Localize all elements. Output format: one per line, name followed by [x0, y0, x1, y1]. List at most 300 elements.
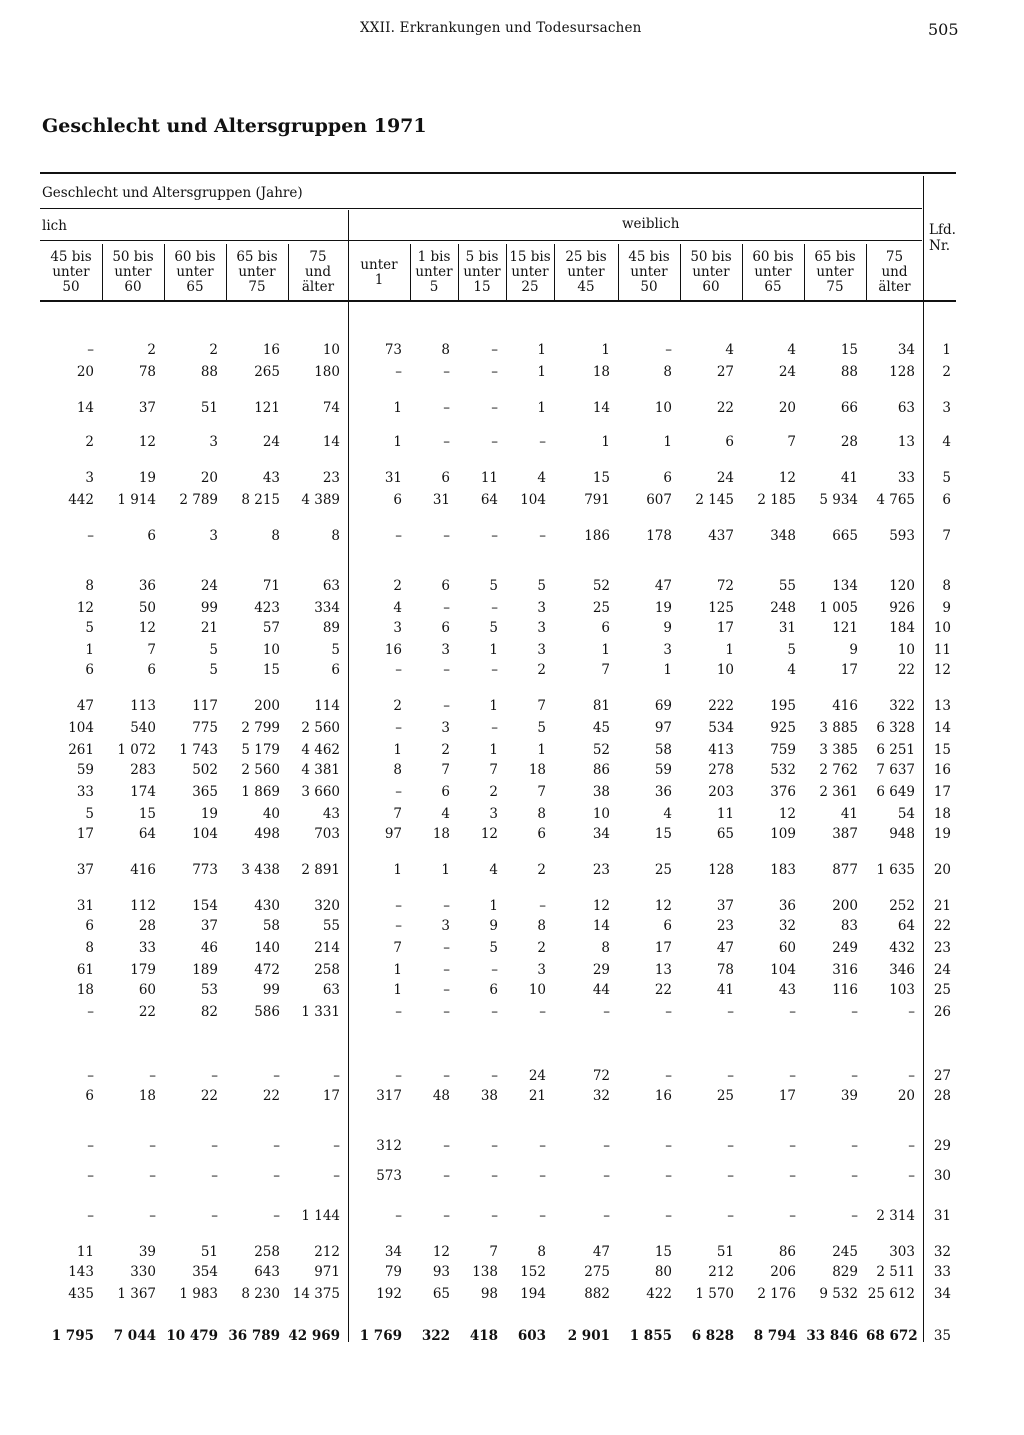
table-cell: –	[727, 1004, 734, 1020]
table-cell: 4	[537, 470, 546, 486]
table-cell: 125	[708, 600, 734, 616]
table-cell: 1 331	[301, 1004, 340, 1020]
table-cell: –	[727, 1168, 734, 1184]
table-cell: 926	[889, 600, 915, 616]
table-cell: 6	[489, 982, 498, 998]
table-cell: 37	[716, 898, 734, 914]
table-cell: 186	[584, 528, 610, 544]
table-cell: 1 983	[179, 1286, 218, 1302]
table-cell: 6	[85, 1088, 94, 1104]
table-cell: 99	[262, 982, 280, 998]
table-cell: 20	[778, 400, 796, 416]
table-cell: 1 743	[179, 742, 218, 758]
table-cell: 63	[322, 982, 340, 998]
table-cell: 8	[331, 528, 340, 544]
table-cell: 7	[787, 434, 796, 450]
table-cell: 8	[393, 762, 402, 778]
table-cell: –	[851, 1004, 858, 1020]
table-cell: 2 361	[819, 784, 858, 800]
table-cell: 22	[654, 982, 672, 998]
table-cell: 9	[663, 620, 672, 636]
table-cell: 143	[68, 1264, 94, 1280]
lfd-column-rule	[923, 176, 924, 1342]
table-cell: 104	[68, 720, 94, 736]
table-cell: 20	[897, 1088, 915, 1104]
table-cell: 99	[200, 600, 218, 616]
table-cell: 1 795	[51, 1328, 94, 1344]
column-header-line: älter	[301, 279, 335, 295]
table-cell: 121	[254, 400, 280, 416]
column-header	[102, 250, 164, 295]
table-cell: 603	[517, 1328, 546, 1344]
table-cell: 104	[192, 826, 218, 842]
column-header-line: 50 bis	[690, 249, 732, 265]
table-cell: 1	[85, 642, 94, 658]
table-cell: 40	[262, 806, 280, 822]
table-cell: 22	[262, 1088, 280, 1104]
table-cell: –	[539, 1168, 546, 1184]
table-cell: –	[539, 1138, 546, 1154]
column-header-line: unter	[463, 264, 501, 280]
table-cell: 1	[601, 434, 610, 450]
row-number: 28	[933, 1088, 951, 1104]
table-cell: 2 891	[301, 862, 340, 878]
table-cell: 252	[889, 898, 915, 914]
table-cell: 703	[314, 826, 340, 842]
table-cell: 140	[254, 940, 280, 956]
table-cell: –	[211, 1208, 218, 1224]
table-cell: 25	[654, 862, 672, 878]
table-cell: 877	[832, 862, 858, 878]
table-cell: 86	[592, 762, 610, 778]
table-cell: –	[273, 1208, 280, 1224]
table-cell: 74	[322, 400, 340, 416]
table-cell: 22	[200, 1088, 218, 1104]
column-header	[680, 250, 742, 295]
table-cell: 11	[480, 470, 498, 486]
column-header-line: unter	[630, 264, 668, 280]
table-cell: 138	[472, 1264, 498, 1280]
table-cell: –	[665, 342, 672, 358]
table-cell: 38	[480, 1088, 498, 1104]
column-header-line: unter	[567, 264, 605, 280]
table-cell: 2 789	[179, 492, 218, 508]
table-cell: 5	[209, 642, 218, 658]
table-cell: –	[539, 1208, 546, 1224]
table-cell: –	[665, 1168, 672, 1184]
table-cell: 1	[537, 400, 546, 416]
row-number: 22	[933, 918, 951, 934]
table-cell: 10	[262, 642, 280, 658]
table-cell: 258	[254, 1244, 280, 1260]
table-cell: 22	[138, 1004, 156, 1020]
table-cell: –	[908, 1004, 915, 1020]
table-cell: –	[789, 1004, 796, 1020]
table-cell: 3 885	[819, 720, 858, 736]
table-cell: 36 789	[228, 1328, 280, 1344]
table-cell: 47	[76, 698, 94, 714]
table-cell: –	[149, 1208, 156, 1224]
table-cell: –	[273, 1138, 280, 1154]
table-cell: –	[491, 1168, 498, 1184]
table-cell: 5	[85, 620, 94, 636]
row-number: 17	[933, 784, 951, 800]
table-cell: –	[443, 898, 450, 914]
table-cell: 17	[840, 662, 858, 678]
row-number: 11	[933, 642, 951, 658]
table-cell: –	[851, 1208, 858, 1224]
column-header-line: 60 bis	[752, 249, 794, 265]
table-cell: 214	[314, 940, 340, 956]
table-cell: –	[491, 342, 498, 358]
table-cell: 265	[254, 364, 280, 380]
table-cell: 12	[76, 600, 94, 616]
row-number: 24	[933, 962, 951, 978]
table-cell: 6	[663, 918, 672, 934]
table-cell: –	[491, 364, 498, 380]
table-cell: –	[908, 1138, 915, 1154]
table-cell: 4	[663, 806, 672, 822]
table-cell: 12	[654, 898, 672, 914]
table-cell: –	[395, 1208, 402, 1224]
table-cell: 24	[716, 470, 734, 486]
table-cell: 97	[384, 826, 402, 842]
table-cell: 5	[787, 642, 796, 658]
table-cell: 4	[725, 342, 734, 358]
table-cell: 15	[262, 662, 280, 678]
table-cell: 437	[708, 528, 734, 544]
table-cell: 117	[192, 698, 218, 714]
table-cell: 18	[76, 982, 94, 998]
column-header-line: 45 bis	[628, 249, 670, 265]
table-cell: 643	[254, 1264, 280, 1280]
table-cell: 128	[708, 862, 734, 878]
table-cell: 23	[592, 862, 610, 878]
table-cell: 534	[708, 720, 734, 736]
group-header: Geschlecht und Altersgruppen (Jahre)	[42, 185, 303, 201]
column-header-line: 75	[248, 279, 266, 295]
table-cell: 17	[654, 940, 672, 956]
table-cell: –	[539, 434, 546, 450]
table-cell: 7	[147, 642, 156, 658]
table-cell: 12	[480, 826, 498, 842]
table-cell: 31	[76, 898, 94, 914]
table-cell: –	[491, 528, 498, 544]
table-cell: 7	[489, 762, 498, 778]
table-cell: 71	[262, 578, 280, 594]
table-cell: 773	[192, 862, 218, 878]
table-cell: 79	[384, 1264, 402, 1280]
table-cell: –	[211, 1168, 218, 1184]
table-cell: 8 215	[241, 492, 280, 508]
table-cell: 1	[489, 898, 498, 914]
table-cell: 6	[85, 918, 94, 934]
table-cell: 12	[138, 434, 156, 450]
table-cell: 322	[889, 698, 915, 714]
table-cell: 14 375	[292, 1286, 340, 1302]
table-cell: 88	[200, 364, 218, 380]
table-cell: 6 828	[691, 1328, 734, 1344]
table-cell: 245	[832, 1244, 858, 1260]
column-header	[348, 258, 410, 288]
table-cell: 322	[421, 1328, 450, 1344]
table-cell: 19	[200, 806, 218, 822]
table-cell: –	[443, 400, 450, 416]
column-header-line: 65 bis	[814, 249, 856, 265]
table-cell: –	[443, 962, 450, 978]
table-cell: 1 869	[241, 784, 280, 800]
table-cell: –	[395, 918, 402, 934]
table-cell: 86	[778, 1244, 796, 1260]
table-cell: 5	[537, 720, 546, 736]
table-cell: 4	[787, 662, 796, 678]
row-number: 7	[942, 528, 951, 544]
table-cell: 128	[889, 364, 915, 380]
table-cell: 1	[393, 434, 402, 450]
row-number: 6	[942, 492, 951, 508]
table-cell: 365	[192, 784, 218, 800]
table-cell: 73	[384, 342, 402, 358]
table-cell: 1 635	[876, 862, 915, 878]
row-number: 10	[933, 620, 951, 636]
table-cell: 19	[654, 600, 672, 616]
table-cell: 2	[147, 342, 156, 358]
table-cell: 6	[663, 470, 672, 486]
table-cell: 31	[778, 620, 796, 636]
table-cell: 3	[209, 434, 218, 450]
column-header-line: 60	[702, 279, 720, 295]
column-header-line: 1 bis	[417, 249, 451, 265]
column-header-line: unter	[511, 264, 549, 280]
table-cell: 6 328	[876, 720, 915, 736]
table-cell: 348	[770, 528, 796, 544]
table-cell: 2 145	[695, 492, 734, 508]
column-header-line: 5	[429, 279, 439, 295]
table-cell: –	[727, 1068, 734, 1084]
column-header-line: 75	[826, 279, 844, 295]
table-cell: 1	[489, 698, 498, 714]
table-cell: 31	[432, 492, 450, 508]
table-cell: 33	[138, 940, 156, 956]
table-cell: 258	[314, 962, 340, 978]
column-header	[742, 250, 804, 295]
female-header: weiblich	[622, 216, 680, 232]
table-cell: 5	[331, 642, 340, 658]
table-cell: 134	[832, 578, 858, 594]
table-cell: 1 914	[117, 492, 156, 508]
table-cell: 103	[889, 982, 915, 998]
table-cell: 1	[537, 342, 546, 358]
table-cell: 18	[592, 364, 610, 380]
table-cell: 50	[138, 600, 156, 616]
table-cell: 3	[537, 620, 546, 636]
table-cell: 83	[840, 918, 858, 934]
table-cell: 12	[778, 470, 796, 486]
table-cell: 422	[646, 1286, 672, 1302]
table-cell: 33	[76, 784, 94, 800]
table-cell: –	[149, 1168, 156, 1184]
table-cell: 63	[897, 400, 915, 416]
table-cell: 24	[528, 1068, 546, 1084]
table-cell: 1	[441, 862, 450, 878]
table-cell: 2 762	[819, 762, 858, 778]
table-cell: 1	[393, 962, 402, 978]
table-cell: 14	[592, 918, 610, 934]
table-cell: 39	[840, 1088, 858, 1104]
table-cell: 10 479	[166, 1328, 218, 1344]
table-cell: 2 560	[301, 720, 340, 736]
table-cell: –	[211, 1138, 218, 1154]
table-cell: 4	[489, 862, 498, 878]
column-header-line: unter	[52, 264, 90, 280]
table-cell: 39	[138, 1244, 156, 1260]
table-cell: 120	[889, 578, 915, 594]
table-cell: 442	[68, 492, 94, 508]
table-cell: 13	[897, 434, 915, 450]
table-cell: 41	[840, 470, 858, 486]
table-cell: 7	[441, 762, 450, 778]
table-cell: 178	[646, 528, 672, 544]
table-cell: –	[87, 1208, 94, 1224]
row-number: 19	[933, 826, 951, 842]
table-cell: 775	[192, 720, 218, 736]
table-cell: 5 179	[241, 742, 280, 758]
table-cell: 33	[897, 470, 915, 486]
table-cell: 93	[432, 1264, 450, 1280]
column-header-line: unter	[360, 257, 398, 273]
table-cell: 25	[592, 600, 610, 616]
table-cell: 334	[314, 600, 340, 616]
table-cell: 14	[76, 400, 94, 416]
table-cell: 11	[716, 806, 734, 822]
row-number: 29	[933, 1138, 951, 1154]
column-header-line: 50	[640, 279, 658, 295]
row-number: 27	[933, 1068, 951, 1084]
table-cell: 12	[138, 620, 156, 636]
column-header	[288, 250, 348, 295]
table-cell: 212	[314, 1244, 340, 1260]
table-cell: 15	[138, 806, 156, 822]
table-cell: 275	[584, 1264, 610, 1280]
table-cell: 4	[787, 342, 796, 358]
table-cell: 17	[76, 826, 94, 842]
table-cell: 81	[592, 698, 610, 714]
table-cell: 47	[716, 940, 734, 956]
table-cell: 32	[778, 918, 796, 934]
table-cell: 3	[209, 528, 218, 544]
table-cell: 58	[262, 918, 280, 934]
table-cell: 5 934	[819, 492, 858, 508]
table-cell: 31	[384, 470, 402, 486]
running-head: XXII. Erkrankungen und Todesursachen	[360, 20, 642, 36]
table-cell: 200	[254, 698, 280, 714]
table-cell: 80	[654, 1264, 672, 1280]
table-cell: 3	[537, 962, 546, 978]
table-cell: 16	[384, 642, 402, 658]
column-header-line: unter	[816, 264, 854, 280]
table-cell: 22	[897, 662, 915, 678]
page-title: Geschlecht und Altersgruppen 1971	[42, 115, 427, 137]
table-cell: 7	[537, 698, 546, 714]
row-number: 18	[933, 806, 951, 822]
table-cell: –	[603, 1168, 610, 1184]
table-cell: 312	[376, 1138, 402, 1154]
table-cell: 24	[200, 578, 218, 594]
table-cell: 116	[832, 982, 858, 998]
table-cell: –	[491, 1138, 498, 1154]
row-number: 14	[933, 720, 951, 736]
table-cell: 152	[520, 1264, 546, 1280]
column-header-line: 65	[186, 279, 204, 295]
table-cell: 17	[778, 1088, 796, 1104]
table-cell: 4	[441, 806, 450, 822]
column-header-line: unter	[176, 264, 214, 280]
table-cell: –	[443, 364, 450, 380]
table-cell: 387	[832, 826, 858, 842]
table-cell: 22	[716, 400, 734, 416]
table-cell: 20	[76, 364, 94, 380]
table-cell: 59	[654, 762, 672, 778]
table-cell: 8 794	[753, 1328, 796, 1344]
table-cell: 3 385	[819, 742, 858, 758]
table-cell: 1	[393, 982, 402, 998]
table-cell: 948	[889, 826, 915, 842]
table-cell: 15	[592, 470, 610, 486]
table-cell: 121	[832, 620, 858, 636]
table-cell: 8	[537, 1244, 546, 1260]
table-cell: 112	[130, 898, 156, 914]
table-cell: –	[273, 1068, 280, 1084]
table-cell: 1	[663, 662, 672, 678]
table-cell: 64	[480, 492, 498, 508]
table-cell: 346	[889, 962, 915, 978]
table-cell: 1	[537, 742, 546, 758]
table-cell: 3	[537, 642, 546, 658]
table-cell: –	[443, 1004, 450, 1020]
table-cell: 18	[432, 826, 450, 842]
table-cell: 34	[897, 342, 915, 358]
table-cell: 2	[441, 742, 450, 758]
lfd-header-line2: Nr.	[929, 238, 951, 254]
table-cell: 1	[601, 642, 610, 658]
table-cell: 1 005	[819, 600, 858, 616]
table-cell: 3	[489, 806, 498, 822]
table-cell: 5	[489, 578, 498, 594]
table-cell: 36	[138, 578, 156, 594]
table-cell: 88	[840, 364, 858, 380]
data-table	[40, 172, 956, 1342]
table-cell: 15	[654, 1244, 672, 1260]
table-cell: 63	[322, 578, 340, 594]
row-number: 8	[942, 578, 951, 594]
table-cell: 573	[376, 1168, 402, 1184]
table-cell: –	[333, 1138, 340, 1154]
table-cell: 1	[537, 364, 546, 380]
table-cell: 665	[832, 528, 858, 544]
table-cell: 2	[393, 578, 402, 594]
header-group-rule	[40, 208, 922, 209]
table-cell: 2 511	[876, 1264, 915, 1280]
table-cell: 3	[85, 470, 94, 486]
table-cell: 7 637	[876, 762, 915, 778]
table-cell: –	[851, 1138, 858, 1154]
table-cell: 184	[889, 620, 915, 636]
table-cell: 64	[138, 826, 156, 842]
table-cell: –	[443, 1208, 450, 1224]
table-cell: 24	[262, 434, 280, 450]
table-cell: 28	[840, 434, 858, 450]
column-header-line: 65	[764, 279, 782, 295]
